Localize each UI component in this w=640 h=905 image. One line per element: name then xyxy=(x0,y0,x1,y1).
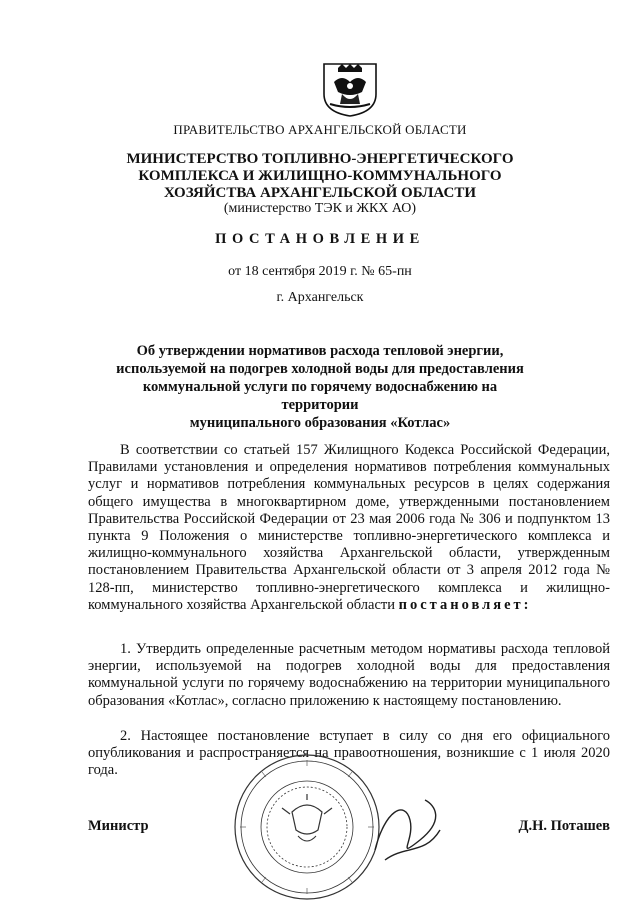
document-city: г. Архангельск xyxy=(276,290,364,305)
ministry-name xyxy=(0,151,640,202)
handwritten-signature xyxy=(365,790,445,870)
official-seal xyxy=(232,752,382,902)
ministry-abbreviation: (министерство ТЭК и ЖКХ АО) xyxy=(223,201,417,216)
document-title xyxy=(110,342,530,432)
signatory-position: Министр xyxy=(88,818,149,834)
preamble-text: В соответствии со статьей 157 Жилищного Кодекса Российской Федерации, Правилами установления и определения нормативов потребления коммунальных услуг и нормативов потребления коммунальных ресурсов в целях содержания общего имущества в многоквартирном доме, утвержденными постановлением Правительства Российской Федерации от 23 мая 2006 года № 306 и подпунктом 13 пункта 9 Положения о министерстве топливно-энергетического комплекса и жилищно-коммунального хозяйства Архангельской области, утвержденным постановлением Правительства Архангельской области от 3 апреля 2012 года № 128-пп, министерство топливно-энергетического комплекса и жилищно-коммунального хозяйства Архангельской области xyxy=(88,442,610,613)
title-line: муниципального образования «Котлас» xyxy=(189,415,451,431)
document-date-number: от 18 сентября 2019 г. № 65-пн xyxy=(228,264,412,279)
item-1-paragraph: 1. Утвердить определенные расчетным методом нормативы расхода тепловой энергии, используемой на подогрев холодной воды для предоставления коммунальной услуги по горячему водоснабжению на территории муниципального образования «Котлас», согласно приложению к настоящему постановлению. xyxy=(88,641,610,709)
item-2-paragraph: 2. Настоящее постановление вступает в силу со дня его официального опубликования и распространяется на правоотношения, возникшие с 1 июля 2020 года. xyxy=(88,728,610,779)
decree-word: постановляет: xyxy=(398,596,532,613)
signatory-name: Д.Н. Поташев xyxy=(518,818,610,834)
title-line: коммунальной услуги по горячему водоснабжению на территории xyxy=(142,379,498,413)
title-line: Об утверждении нормативов расхода тепловой энергии, xyxy=(136,343,504,359)
preamble-paragraph xyxy=(88,442,610,614)
title-line: используемой на подогрев холодной воды для предоставления xyxy=(116,361,524,377)
coat-of-arms-emblem xyxy=(318,60,382,118)
document-type: ПОСТАНОВЛЕНИЕ xyxy=(215,231,425,247)
government-name: ПРАВИТЕЛЬСТВО АРХАНГЕЛЬСКОЙ ОБЛАСТИ xyxy=(173,122,467,137)
ministry-name-line: КОМПЛЕКСА И ЖИЛИЩНО-КОММУНАЛЬНОГО xyxy=(138,168,502,184)
ministry-name-line: МИНИСТЕРСТВО ТОПЛИВНО-ЭНЕРГЕТИЧЕСКОГО xyxy=(126,151,514,167)
ministry-name-line: ХОЗЯЙСТВА АРХАНГЕЛЬСКОЙ ОБЛАСТИ xyxy=(163,185,477,201)
